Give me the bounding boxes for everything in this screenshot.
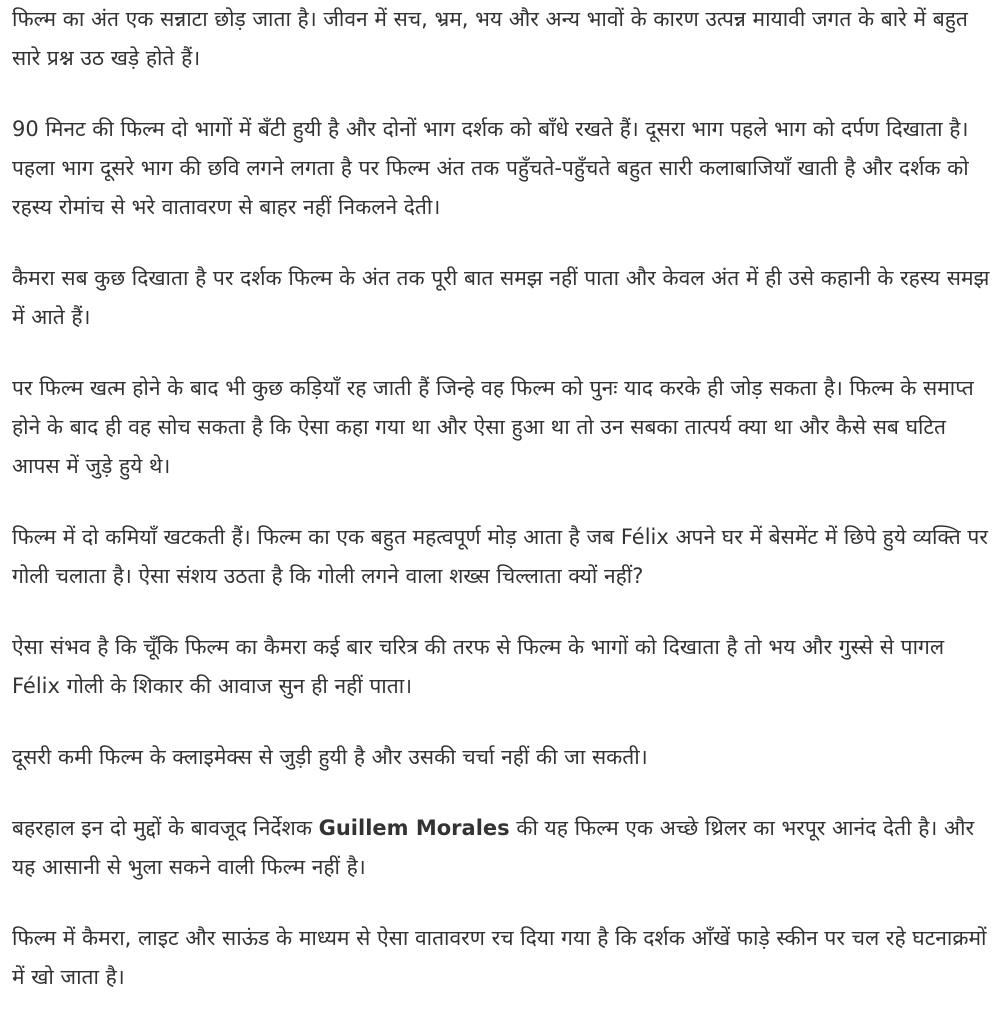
paragraph-atmosphere: फिल्म में कैमरा, लाइट और साऊंड के माध्यम से ऐसा वातावरण रच दिया गया है कि दर्शक आँखें फाड़े स्कीन पर चल रहे घटनाक्रमों में खो जाता है। xyxy=(12,926,987,989)
paragraph-flaw-two: दूसरी कमी फिल्म के क्लाइमेक्स से जुड़ी हुयी है और उसकी चर्चा नहीं की जा सकती। xyxy=(12,745,648,769)
paragraph-two-parts: 90 मिनट की फिल्म दो भागों में बँटी हुयी है और दोनों भाग दर्शक को बाँधे रखते हैं। दूसरा भाग पहले भाग को दर्पण दिखाता है। पहला भाग दूसरे भाग की छवि लगने लगता है पर फिल्म अंत तक पहुँचते-पहुँचते बहुत सारी कलाबाजियाँ खाती है और दर्शक को रहस्य रोमांच से भरे वातावरण से बाहर नहीं निकलने देती। xyxy=(12,117,969,219)
paragraph-missing-links: पर फिल्म खत्म होने के बाद भी कुछ कड़ियाँ रह जाती हैं जिन्हे वह फिल्म को पुनः याद करके ही जोड़ सकता है। फिल्म के समाप्त होने के बाद ही वह सोच सकता है कि ऐसा कहा गया था और ऐसा हुआ था तो उन सबका तात्पर्य क्या था और कैसे सब घटित आपस में जुड़े हुये थे। xyxy=(12,376,974,478)
paragraph-flaw-explanation: ऐसा संभव है कि चूँकि फिल्म का कैमरा कई बार चरित्र की तरफ से फिल्म के भागों को दिखाता है तो भय और गुस्से से पागल Félix गोली के शिकार की आवाज सुन ही नहीं पाता। xyxy=(12,635,945,698)
paragraph-flaw-one: फिल्म में दो कमियाँ खटकती हैं। फिल्म का एक बहुत महत्वपूर्ण मोड़ आता है जब Félix अपने घर में बेसमेंट में छिपे हुये व्यक्ति पर गोली चलाता है। ऐसा संशय उठता है कि गोली लगने वाला शख्स चिल्लाता क्यों नहीं? xyxy=(12,525,988,588)
director-name: Guillem Morales xyxy=(318,816,510,840)
director-text-before: बहरहाल इन दो मुद्दों के बावजूद निर्देशक xyxy=(12,816,319,840)
paragraph-camera: कैमरा सब कुछ दिखाता है पर दर्शक फिल्म के अंत तक पूरी बात समझ नहीं पाता और केवल अंत में ही उसे कहानी के रहस्य समझ में आते हैं। xyxy=(12,266,990,329)
paragraph-ending-silence: फिल्म का अंत एक सन्नाटा छोड़ जाता है। जीवन में सच, भ्रम, भय और अन्य भावों के कारण उत्पन्न मायावी जगत के बारे में बहुत सारे प्रश्न उठ खड़े होते हैं। xyxy=(12,7,968,70)
director-text-after: की यह फिल्म एक अच्छे थ्रिलर का भरपूर आनंद देती है। और यह आसानी से भुला सकने वाली फिल्म नहीं है। xyxy=(12,816,975,879)
paragraph-director xyxy=(12,809,990,887)
